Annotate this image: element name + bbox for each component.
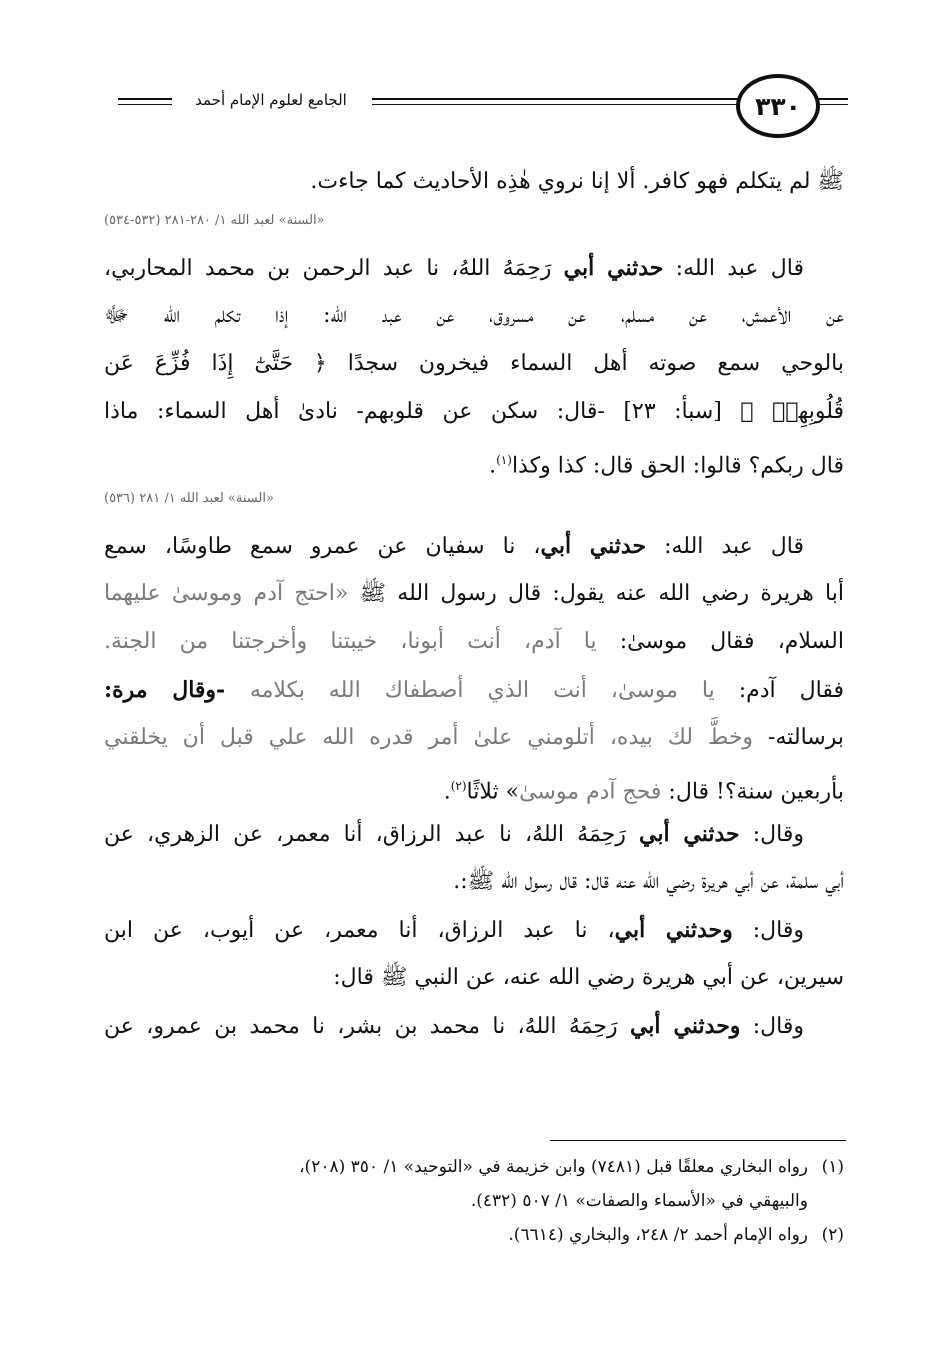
text-line: بأربعين سنة؟! قال: فحج آدم موسىٰ» ثلاثًا$^{(٢)}$.: [443, 779, 844, 805]
text-line: قُلُوبِهِمۡ ﴾ [سبأ: ٢٣] -قال: سكن عن قلوبهم- نادىٰ أهل السماء: ماذا: [104, 399, 844, 424]
text-line: أبي سلمة، عن أبي هريرة رضي الله عنه قال: قال رسول الله ﷺ:.: [453, 869, 844, 894]
header-rule-middle: [372, 98, 738, 100]
footnote-separator: [550, 1140, 846, 1141]
running-title: الجامع لعلوم الإمام أحمد: [172, 91, 370, 109]
footnotes: [104, 1150, 844, 1252]
footnote-number: (١): [821, 1157, 844, 1177]
text-line: قال ربكم؟ قالوا: الحق قال: كذا وكذا$^{(١)}$.: [489, 453, 844, 479]
text-line: بالوحي سمع صوته أهل السماء فيخرون سجدًا ﴿ حَتَّىٰٓ إِذَا فُزِّعَ عَن: [104, 351, 844, 376]
main-text: [104, 158, 844, 1050]
text-line: برسالته- وخطَّ لك بيده، أتلومني علىٰ أمر قدره الله علي قبل أن يخلقني: [104, 725, 844, 750]
source-citation: «السنة» لعبد الله ١/ ٢٨١ (٥٣٦): [104, 491, 274, 506]
text-line: أبا هريرة رضي الله عنه يقول: قال رسول الله ﷺ «احتج آدم وموسىٰ عليهما: [104, 581, 844, 606]
text-line: قال عبد الله: حدثني أبي، نا سفيان عن عمرو سمع طاوسًا، سمع: [104, 533, 804, 559]
text-line: وقال: وحدثني أبي رَحِمَهُ اللهُ، نا محمد بن بشر، نا محمد بن عمرو، عن: [104, 1013, 805, 1039]
text-line: وقال: وحدثني أبي، نا عبد الرزاق، أنا معمر، عن أيوب، عن ابن: [104, 917, 804, 943]
text-line: وقال: حدثني أبي رَحِمَهُ اللهُ، نا عبد الرزاق، أنا معمر، عن الزهري، عن: [104, 821, 804, 847]
text-line: فقال آدم: يا موسىٰ، أنت الذي أصطفاك الله بكلامه -وقال مرة:: [104, 677, 844, 703]
text-line: ﷺ لم يتكلم فهو كافر. ألا إنا نروي هٰذِه الأحاديث كما جاءت.: [310, 169, 844, 194]
footnote-number: (٢): [821, 1225, 844, 1245]
footnote-ref: (١): [496, 453, 512, 467]
text-line: السلام، فقال موسىٰ: يا آدم، أنت أبونا، خيبتنا وأخرجتنا من الجنة.: [104, 629, 844, 654]
text-line: عن الأعمش، عن مسلم، عن مسروق، عن عبد الله: إذا تكلم الله ﷻ: [104, 303, 844, 328]
footnote-1: (١)رواه البخاري معلقًا قبل (٧٤٨١) وابن خزيمة في «التوحيد» ١/ ٣٥٠ (٢٠٨)،: [104, 1150, 844, 1184]
page-header: [0, 70, 943, 150]
header-rule-middle-thin: [372, 104, 738, 105]
page-number: ٣٣٠: [736, 74, 820, 138]
header-rule-left-thin: [118, 104, 172, 105]
text-line: قال عبد الله: حدثني أبي رَحِمَهُ اللهُ، نا عبد الرحمن بن محمد المحاربي،: [104, 255, 804, 281]
footnote-ref: (٢): [450, 779, 467, 793]
footnote-1-continued: والبيهقي في «الأسماء والصفات» ١/ ٥٠٧ (٤٣٢).: [470, 1191, 808, 1211]
header-rule-left: [118, 98, 172, 100]
text-line: سيرين، عن أبي هريرة رضي الله عنه، عن النبي ﷺ قال:: [333, 965, 844, 990]
footnote-2: (٢)رواه الإمام أحمد ٢/ ٢٤٨، والبخاري (٦٦١٤).: [104, 1218, 844, 1252]
source-citation: «السنة» لعبد الله ١/ ٢٨٠-٢٨١ (٥٣٢-٥٣٤): [104, 213, 325, 228]
